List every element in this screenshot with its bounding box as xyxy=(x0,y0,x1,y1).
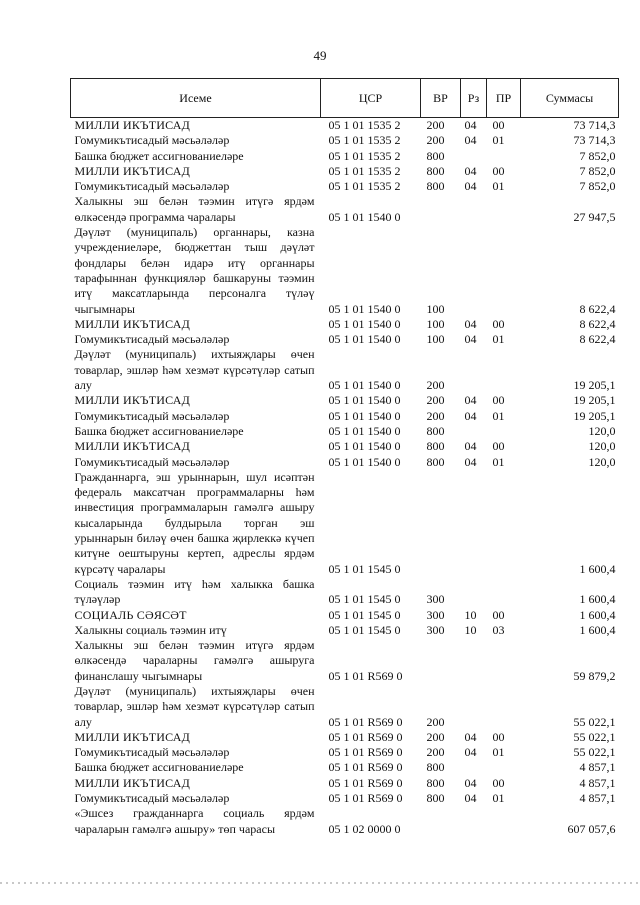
cell-name: МИЛЛИ ИКЪТИСАД xyxy=(74,775,190,790)
cell-pr: 01 xyxy=(492,133,505,148)
cell-pr: 01 xyxy=(492,179,505,194)
cell-csr: 05 1 01 1545 0 xyxy=(328,607,401,622)
cell-pr xyxy=(487,225,521,317)
cell-vr: 200 xyxy=(426,133,445,148)
cell-sum: 55 022,1 xyxy=(573,714,616,729)
cell-pr: 00 xyxy=(492,316,505,331)
cell-rz: 04 xyxy=(464,791,477,806)
cell-sum: 1 600,4 xyxy=(579,622,616,637)
cell-vr: 300 xyxy=(426,592,445,607)
cell-pr: 03 xyxy=(492,622,505,637)
table-row xyxy=(71,638,619,684)
table-row xyxy=(71,179,619,194)
cell-sum: 1 600,4 xyxy=(579,592,616,607)
cell-csr: 05 1 01 1540 0 xyxy=(328,332,401,347)
table-row xyxy=(71,225,619,317)
cell-sum: 120,0 xyxy=(588,423,616,438)
cell-sum: 73 714,3 xyxy=(573,133,616,148)
cell-vr xyxy=(421,470,461,577)
table-row xyxy=(71,409,619,424)
cell-sum: 19 205,1 xyxy=(573,408,616,423)
cell-csr: 05 1 01 R569 0 xyxy=(328,729,403,744)
cell-name: Башка бюджет ассигнованиеләре xyxy=(74,423,244,438)
cell-csr: 05 1 01 1535 2 xyxy=(328,179,401,194)
header-pr: ПР xyxy=(487,79,521,118)
cell-csr: 05 1 01 1540 0 xyxy=(328,393,401,408)
cell-pr xyxy=(487,638,521,684)
cell-csr: 05 1 01 1540 0 xyxy=(328,209,401,224)
cell-sum: 8 622,4 xyxy=(579,316,616,331)
cell-sum: 120,0 xyxy=(588,439,616,454)
cell-sum: 4 857,1 xyxy=(579,775,616,790)
cell-name: МИЛЛИ ИКЪТИСАД xyxy=(74,393,190,408)
cell-sum: 19 205,1 xyxy=(573,378,616,393)
cell-vr: 200 xyxy=(426,378,445,393)
cell-sum: 7 852,0 xyxy=(579,148,616,163)
cell-vr xyxy=(421,194,461,225)
cell-name: Гомумикътисадый мәсьәләләр xyxy=(74,408,230,423)
cell-pr xyxy=(487,760,521,775)
cell-pr xyxy=(487,424,521,439)
cell-name: Халыкны социаль тәэмин итү xyxy=(74,622,227,637)
cell-name: Гомумикътисадый мәсьәләләр xyxy=(74,745,230,760)
cell-name: СОЦИАЛЬ СӘЯСӘТ xyxy=(74,607,187,622)
cell-csr: 05 1 01 1535 2 xyxy=(328,163,401,178)
table-row xyxy=(71,118,619,134)
cell-name: Гражданнарга, эш урыннарын, шул исәптән федераль максатчан программаларны һәм инвестиция программаларын гамәлгә ашыру кысаларында булдырыла торган эш урыннарын биләү өчен башка җирлеккә күчеп китүне оештыруны кертеп, адреслы ярдәм күрсәтү чаралары xyxy=(74,469,315,576)
cell-sum: 27 947,5 xyxy=(573,209,616,224)
header-csr: ЦСР xyxy=(321,79,421,118)
cell-rz xyxy=(461,470,487,577)
cell-sum: 120,0 xyxy=(588,454,616,469)
cell-name: Халыкны эш белән тәэмин итүгә ярдәм өлкәсендә чараларны гамәлгә ашыруга финанслашу чыгымнары xyxy=(74,638,315,683)
cell-pr: 01 xyxy=(492,745,505,760)
cell-pr xyxy=(487,347,521,393)
cell-name: «Эшсез гражданнарга социаль ярдәм чараларын гамәлгә ашыру» төп чарасы xyxy=(74,806,315,836)
cell-sum: 8 622,4 xyxy=(579,332,616,347)
table-row xyxy=(71,347,619,393)
cell-rz xyxy=(461,577,487,608)
cell-rz: 04 xyxy=(464,439,477,454)
table-row xyxy=(71,133,619,148)
cell-rz: 04 xyxy=(464,745,477,760)
cell-rz: 04 xyxy=(464,332,477,347)
cell-name: МИЛЛИ ИКЪТИСАД xyxy=(74,316,190,331)
cell-sum: 19 205,1 xyxy=(573,393,616,408)
cell-pr: 00 xyxy=(492,163,505,178)
cell-name: Дәүләт (муниципаль) органнары, казна учреждениеләре, бюджеттан тыш дәүләт фондлары белән идарә итү органнары тарафыннан функцияләр башкаруны тәэмин итү максатларында персоналга түләү чыгымнары xyxy=(74,225,315,316)
cell-rz: 04 xyxy=(464,393,477,408)
cell-vr: 100 xyxy=(426,316,445,331)
cell-sum: 4 857,1 xyxy=(579,791,616,806)
cell-vr: 800 xyxy=(426,148,445,163)
cell-rz xyxy=(461,424,487,439)
cell-csr: 05 1 01 1535 2 xyxy=(328,133,401,148)
cell-pr xyxy=(487,149,521,164)
cell-vr: 200 xyxy=(426,729,445,744)
cell-csr: 05 1 01 1535 2 xyxy=(328,118,401,132)
cell-name: Башка бюджет ассигнованиеләре xyxy=(74,148,244,163)
budget-table xyxy=(70,78,619,837)
cell-csr: 05 1 02 0000 0 xyxy=(328,821,401,836)
cell-vr: 800 xyxy=(426,454,445,469)
cell-csr: 05 1 01 1545 0 xyxy=(328,622,401,637)
table-row xyxy=(71,806,619,837)
table-row xyxy=(71,455,619,470)
cell-rz xyxy=(461,194,487,225)
cell-sum: 4 857,1 xyxy=(579,760,616,775)
cell-name: Социаль тәэмин итү һәм халыкка башка түләүләр xyxy=(74,576,315,607)
table-row xyxy=(71,194,619,225)
header-vr: ВР xyxy=(421,79,461,118)
cell-csr: 05 1 01 R569 0 xyxy=(328,714,403,729)
cell-name: МИЛЛИ ИКЪТИСАД xyxy=(74,163,190,178)
cell-rz xyxy=(461,638,487,684)
table-row xyxy=(71,149,619,164)
cell-pr: 01 xyxy=(492,408,505,423)
cell-pr: 01 xyxy=(492,332,505,347)
cell-rz: 04 xyxy=(464,118,477,132)
cell-pr xyxy=(487,470,521,577)
cell-name: Башка бюджет ассигнованиеләре xyxy=(74,760,244,775)
cell-vr: 100 xyxy=(426,301,445,316)
cell-pr: 00 xyxy=(492,439,505,454)
table-row xyxy=(71,608,619,623)
cell-rz: 04 xyxy=(464,775,477,790)
cell-rz xyxy=(461,149,487,164)
table-row xyxy=(71,745,619,760)
cell-csr: 05 1 01 R569 0 xyxy=(328,745,403,760)
header-rz: Рз xyxy=(461,79,487,118)
cell-csr: 05 1 01 1535 2 xyxy=(328,148,401,163)
table-row xyxy=(71,791,619,806)
cell-name: Гомумикътисадый мәсьәләләр xyxy=(74,133,230,148)
cell-sum: 1 600,4 xyxy=(579,561,616,576)
cell-name: Гомумикътисадый мәсьәләләр xyxy=(74,332,230,347)
cell-name: Дәүләт (муниципаль) ихтыяҗлары өчен товарлар, эшләр һәм хезмәт күрсәтүләр сатып алу xyxy=(74,683,315,729)
header-name: Исеме xyxy=(71,79,321,118)
cell-name: МИЛЛИ ИКЪТИСАД xyxy=(74,729,190,744)
cell-vr: 800 xyxy=(426,163,445,178)
table-row xyxy=(71,776,619,791)
cell-pr: 00 xyxy=(492,607,505,622)
cell-name: МИЛЛИ ИКЪТИСАД xyxy=(74,118,190,132)
table-row xyxy=(71,424,619,439)
cell-vr: 100 xyxy=(426,332,445,347)
cell-name: Гомумикътисадый мәсьәләләр xyxy=(74,179,230,194)
cell-csr: 05 1 01 R569 0 xyxy=(328,775,403,790)
cell-sum: 8 622,4 xyxy=(579,301,616,316)
cell-vr: 200 xyxy=(426,118,445,132)
cell-csr: 05 1 01 1540 0 xyxy=(328,378,401,393)
table-row xyxy=(71,317,619,332)
cell-csr: 05 1 01 1540 0 xyxy=(328,454,401,469)
table-row xyxy=(71,684,619,730)
cell-vr: 200 xyxy=(426,714,445,729)
cell-pr: 00 xyxy=(492,729,505,744)
table-row xyxy=(71,393,619,408)
cell-vr: 800 xyxy=(426,423,445,438)
cell-sum: 7 852,0 xyxy=(579,163,616,178)
cell-pr: 00 xyxy=(492,393,505,408)
cell-name: Дәүләт (муниципаль) ихтыяҗлары өчен товарлар, эшләр һәм хезмәт күрсәтүләр сатып алу xyxy=(74,347,315,393)
cell-rz: 04 xyxy=(464,729,477,744)
cell-pr: 01 xyxy=(492,791,505,806)
cell-rz xyxy=(461,225,487,317)
cell-sum: 1 600,4 xyxy=(579,607,616,622)
cell-vr: 800 xyxy=(426,760,445,775)
cell-rz: 04 xyxy=(464,163,477,178)
cell-csr: 05 1 01 1540 0 xyxy=(328,439,401,454)
cell-csr: 05 1 01 1545 0 xyxy=(328,561,401,576)
cell-rz: 04 xyxy=(464,179,477,194)
cell-csr: 05 1 01 R569 0 xyxy=(328,668,403,683)
cell-vr: 800 xyxy=(426,775,445,790)
cell-sum: 55 022,1 xyxy=(573,745,616,760)
cell-vr xyxy=(421,638,461,684)
cell-csr: 05 1 01 1540 0 xyxy=(328,301,401,316)
cell-sum: 73 714,3 xyxy=(573,118,616,132)
table-row xyxy=(71,623,619,638)
cell-rz xyxy=(461,347,487,393)
cell-csr: 05 1 01 1540 0 xyxy=(328,423,401,438)
table-row xyxy=(71,577,619,608)
cell-pr: 01 xyxy=(492,454,505,469)
cell-rz xyxy=(461,684,487,730)
cell-sum: 7 852,0 xyxy=(579,179,616,194)
cell-pr xyxy=(487,806,521,837)
cell-rz xyxy=(461,760,487,775)
cell-vr: 300 xyxy=(426,622,445,637)
page-number: 49 xyxy=(313,48,327,63)
cell-rz xyxy=(461,806,487,837)
cell-csr: 05 1 01 1540 0 xyxy=(328,408,401,423)
cell-rz: 04 xyxy=(464,133,477,148)
cell-rz: 10 xyxy=(464,622,477,637)
table-row xyxy=(71,760,619,775)
cell-rz: 10 xyxy=(464,607,477,622)
cell-vr: 300 xyxy=(426,607,445,622)
cell-name: Гомумикътисадый мәсьәләләр xyxy=(74,791,230,806)
cell-rz: 04 xyxy=(464,454,477,469)
table-header-row xyxy=(71,79,619,118)
cell-csr: 05 1 01 R569 0 xyxy=(328,760,403,775)
cell-rz: 04 xyxy=(464,408,477,423)
cell-pr xyxy=(487,684,521,730)
cell-csr: 05 1 01 1540 0 xyxy=(328,316,401,331)
table-body xyxy=(71,118,619,837)
cell-pr: 00 xyxy=(492,775,505,790)
cell-sum: 607 057,6 xyxy=(567,821,616,836)
cell-pr xyxy=(487,577,521,608)
cell-vr xyxy=(421,806,461,837)
cell-name: Гомумикътисадый мәсьәләләр xyxy=(74,454,230,469)
cell-csr: 05 1 01 1545 0 xyxy=(328,592,401,607)
cell-pr xyxy=(487,194,521,225)
table-row xyxy=(71,164,619,179)
table-row xyxy=(71,332,619,347)
cell-vr: 200 xyxy=(426,745,445,760)
cell-vr: 200 xyxy=(426,393,445,408)
table-row xyxy=(71,730,619,745)
cell-vr: 800 xyxy=(426,179,445,194)
cell-sum: 59 879,2 xyxy=(573,668,616,683)
cell-sum: 55 022,1 xyxy=(573,729,616,744)
cell-vr: 800 xyxy=(426,791,445,806)
header-sum: Суммасы xyxy=(521,79,619,118)
cell-rz: 04 xyxy=(464,316,477,331)
cell-vr: 800 xyxy=(426,439,445,454)
bottom-scan-artifact xyxy=(0,882,640,884)
table-row xyxy=(71,470,619,577)
table-row xyxy=(71,439,619,454)
cell-name: МИЛЛИ ИКЪТИСАД xyxy=(74,439,190,454)
cell-csr: 05 1 01 R569 0 xyxy=(328,791,403,806)
cell-vr: 200 xyxy=(426,408,445,423)
cell-name: Халыкны эш белән тәэмин итүгә ярдәм өлкәсендә программа чаралары xyxy=(74,194,315,224)
cell-pr: 00 xyxy=(492,118,505,132)
